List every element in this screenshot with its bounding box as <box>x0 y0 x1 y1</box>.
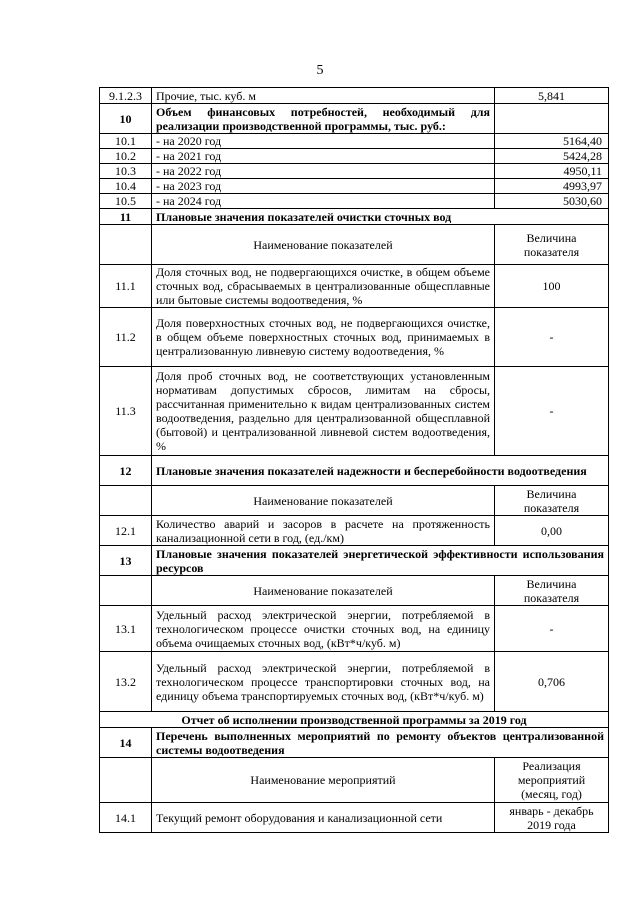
header-row <box>100 225 609 265</box>
row-number: 10.1 <box>100 134 152 149</box>
column-header-value: Величина показателя <box>495 576 609 606</box>
section-title: Плановые значения показателей энергетической эффективности использования ресурсов <box>152 546 609 576</box>
row-number: 13.2 <box>100 652 152 712</box>
section-title: Плановые значения показателей надежности и бесперебойности водоотведения <box>152 456 609 486</box>
table-row <box>100 134 609 149</box>
row-name: - на 2020 год <box>152 134 495 149</box>
column-header-name: Наименование показателей <box>152 225 495 265</box>
row-name: Удельный расход электрической энергии, потребляемой в технологическом процессе транспортировки сточных вод, на единицу объема транспортируемых сточных вод, (кВт*ч/куб. м) <box>152 652 495 712</box>
column-header-name: Наименование показателей <box>152 576 495 606</box>
row-value: - <box>495 308 609 367</box>
row-value: 5424,28 <box>495 149 609 164</box>
column-header-value: Величина показателя <box>495 486 609 516</box>
row-name: - на 2022 год <box>152 164 495 179</box>
table-row <box>100 308 609 367</box>
section-number: 12 <box>100 456 152 486</box>
table-row <box>100 652 609 712</box>
row-number: 12.1 <box>100 516 152 546</box>
row-name: - на 2021 год <box>152 149 495 164</box>
row-value: 5,841 <box>495 88 609 104</box>
empty-cell <box>100 576 152 606</box>
table-row <box>100 516 609 546</box>
row-name: Количество аварий и засоров в расчете на протяженность канализационной сети в год, (ед./км) <box>152 516 495 546</box>
row-value: 0,00 <box>495 516 609 546</box>
section-number: 13 <box>100 546 152 576</box>
row-number: 10.2 <box>100 149 152 164</box>
header-row <box>100 576 609 606</box>
header-row <box>100 486 609 516</box>
table-row <box>100 149 609 164</box>
column-header-name: Наименование показателей <box>152 486 495 516</box>
report-title-row <box>100 712 609 728</box>
page-number: 5 <box>316 63 324 78</box>
row-name: - на 2024 год <box>152 194 495 209</box>
table-row <box>100 606 609 652</box>
empty-cell <box>495 104 609 134</box>
column-header-value: Величина показателя <box>495 225 609 265</box>
table-row <box>100 265 609 308</box>
report-title: Отчет об исполнении производственной программы за 2019 год <box>100 712 609 728</box>
section-number: 11 <box>100 209 152 225</box>
row-value: 5164,40 <box>495 134 609 149</box>
table-row <box>100 179 609 194</box>
section-row <box>100 104 609 134</box>
section-number: 14 <box>100 728 152 758</box>
section-row <box>100 209 609 225</box>
row-value: 100 <box>495 265 609 308</box>
column-header-value: Реализация мероприятий (месяц, год) <box>495 758 609 803</box>
row-number: 14.1 <box>100 803 152 833</box>
section-title: Плановые значения показателей очистки сточных вод <box>152 209 609 225</box>
row-value: 4950,11 <box>495 164 609 179</box>
table-row <box>100 194 609 209</box>
section-row <box>100 546 609 576</box>
row-number: 10.5 <box>100 194 152 209</box>
empty-cell <box>100 758 152 803</box>
row-value: 5030,60 <box>495 194 609 209</box>
table-row <box>100 88 609 104</box>
section-row <box>100 728 609 758</box>
production-program-table <box>99 87 609 833</box>
header-row <box>100 758 609 803</box>
column-header-name: Наименование мероприятий <box>152 758 495 803</box>
table-row <box>100 803 609 833</box>
row-number: 11.2 <box>100 308 152 367</box>
row-value: 4993,97 <box>495 179 609 194</box>
row-number: 10.4 <box>100 179 152 194</box>
row-name: Доля поверхностных сточных вод, не подвергающихся очистке, в общем объеме поверхностных сточных вод, принимаемых в централизованную ливневую систему водоотведения, % <box>152 308 495 367</box>
row-number: 9.1.2.3 <box>100 88 152 104</box>
section-title: Перечень выполненных мероприятий по ремонту объектов централизованной системы водоотведения <box>152 728 609 758</box>
section-title: Объем финансовых потребностей, необходимый для реализации производственной программы, тыс. руб.: <box>152 104 495 134</box>
section-number: 10 <box>100 104 152 134</box>
row-value: январь - декабрь 2019 года <box>495 803 609 833</box>
row-name: - на 2023 год <box>152 179 495 194</box>
row-name: Удельный расход электрической энергии, потребляемой в технологическом процессе очистки сточных вод, на единицу объема очищаемых сточных вод, (кВт*ч/куб. м) <box>152 606 495 652</box>
row-number: 11.1 <box>100 265 152 308</box>
row-number: 10.3 <box>100 164 152 179</box>
row-name: Доля проб сточных вод, не соответствующих установленным нормативам допустимых сбросов, лимитам на сбросы, рассчитанная применительно к видам централизованных систем водоотведения, раздельно для централизованной общесплавной (бытовой) и централизованной ливневой систем водоотведения, % <box>152 367 495 456</box>
empty-cell <box>100 225 152 265</box>
row-number: 11.3 <box>100 367 152 456</box>
row-name: Доля сточных вод, не подвергающихся очистке, в общем объеме сточных вод, сбрасываемых в централизованные общесплавные или бытовые системы водоотведения, % <box>152 265 495 308</box>
row-name: Текущий ремонт оборудования и канализационной сети <box>152 803 495 833</box>
empty-cell <box>100 486 152 516</box>
row-name: Прочие, тыс. куб. м <box>152 88 495 104</box>
table-row <box>100 367 609 456</box>
table-row <box>100 164 609 179</box>
row-value: 0,706 <box>495 652 609 712</box>
row-number: 13.1 <box>100 606 152 652</box>
section-row <box>100 456 609 486</box>
row-value: - <box>495 367 609 456</box>
row-value: - <box>495 606 609 652</box>
